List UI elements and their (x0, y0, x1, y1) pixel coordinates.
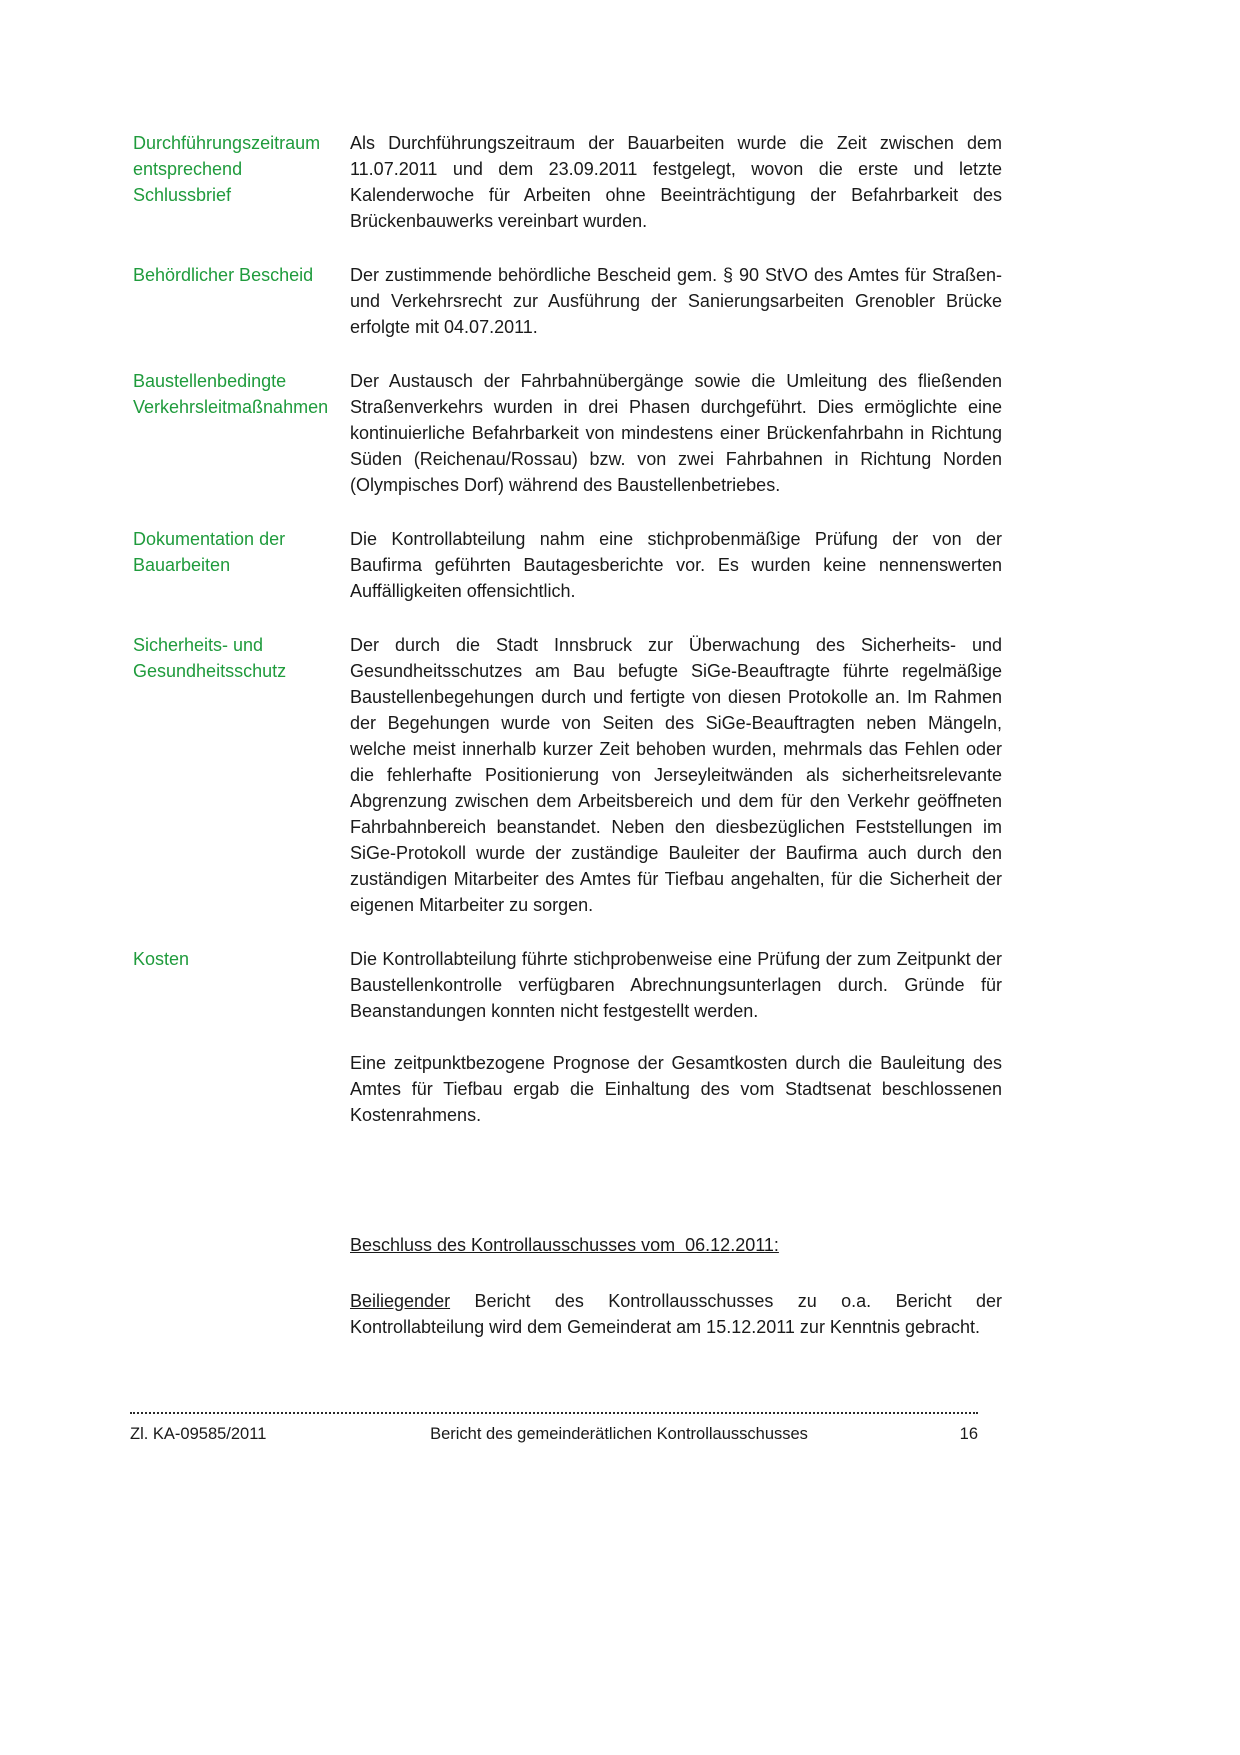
page-footer (130, 1412, 978, 1445)
section-paragraph: Die Kontrollabteilung nahm eine stichprobenmäßige Prüfung der von der Baufirma geführten Bautagesberichte vor. Es wurden keine nennenswerten Auffälligkeiten offensichtlich. (350, 529, 1002, 601)
section-body (350, 526, 1002, 604)
decision-rest: Bericht des Kontrollausschusses zu o.a. Bericht der Kontrollabteilung wird dem Gemeinderat am 15.12.2011 zur Kenntnis gebracht. (350, 1291, 1002, 1337)
section-verkehrsleitmassnahmen (133, 368, 1002, 498)
section-paragraph: Der durch die Stadt Innsbruck zur Überwachung des Sicherheits- und Gesundheitsschutzes am Bau befugte SiGe-Beauftragte führte regelmäßige Baustellenbegehungen durch und fertigte von diesen Protokolle an. Im Rahmen der Begehungen wurde von Seiten des SiGe-Beauftragten neben Mängeln, welche meist innerhalb kurzer Zeit behoben wurden, mehrmals das Fehlen oder die fehlerhafte Positionierung von Jerseyleitwänden als sicherheitsrelevante Abgrenzung zwischen dem Arbeitsbereich und dem für den Verkehr geöffneten Fahrbahnbereich beanstandet. Neben den diesbezüglichen Feststellungen im SiGe-Protokoll wurde der zuständige Bauleiter der Baufirma auch durch den zuständigen Mitarbeiter des Amtes für Tiefbau angehalten, für die Sicherheit der eigenen Mitarbeiter zu sorgen. (350, 635, 1002, 915)
section-body (350, 632, 1002, 918)
section-paragraph: Die Kontrollabteilung führte stichprobenweise eine Prüfung der zum Zeitpunkt der Baustellenkontrolle verfügbaren Abrechnungsunterlagen durch. Gründe für Beanstandungen konnten nicht festgestellt werden. (350, 949, 1002, 1021)
section-label: Dokumentation der Bauarbeiten (133, 529, 286, 575)
footer-row (130, 1423, 978, 1445)
decision-lead: Beiliegender (350, 1291, 451, 1311)
section-paragraph: Der zustimmende behördliche Bescheid gem. § 90 StVO des Amtes für Straßen- und Verkehrsrecht zur Ausführung der Sanierungsarbeiten Grenobler Brücke erfolgte mit 04.07.2011. (350, 265, 1002, 337)
document-reference: Zl. KA-09585/2011 (130, 1425, 267, 1443)
section-sicherheits-gesundheitsschutz (133, 632, 1002, 918)
section-body (350, 368, 1002, 498)
decision-heading: Beschluss des Kontrollausschusses vom 06.12.2011: (350, 1235, 779, 1255)
section-paragraph: Als Durchführungszeitraum der Bauarbeiten wurde die Zeit zwischen dem 11.07.2011 und dem 23.09.2011 festgelegt, wovon die erste und letzte Kalenderwoche für Arbeiten ohne Beeinträchtigung der Befahrbarkeit des Brückenbauwerks vereinbart wurden. (350, 133, 1002, 231)
section-behoerdlicher-bescheid (133, 262, 1002, 340)
section-label: Sicherheits- und Gesundheitsschutz (133, 635, 287, 681)
section-body (350, 130, 1002, 234)
section-paragraph: Der Austausch der Fahrbahnübergänge sowie die Umleitung des fließenden Straßenverkehrs wurden in drei Phasen durchgeführt. Dies ermöglichte eine kontinuierliche Befahrbarkeit von mindestens einer Brückenfahrbahn in Richtung Süden (Reichenau/Rossau) bzw. von zwei Fahrbahnen in Richtung Norden (Olympisches Dorf) während des Baustellenbetriebes. (350, 371, 1002, 495)
decision-paragraph (350, 1288, 1002, 1340)
document-content (133, 130, 1002, 1340)
section-label: Kosten (133, 949, 190, 969)
section-label: Baustellenbedingte Verkehrsleitmaßnahmen (133, 371, 329, 417)
decision-block (350, 1232, 1002, 1340)
section-durchfuehrungszeitraum (133, 130, 1002, 234)
section-body (350, 262, 1002, 340)
page-number: 16 (959, 1425, 978, 1443)
section-paragraph: Eine zeitpunktbezogene Prognose der Gesamtkosten durch die Bauleitung des Amtes für Tiefbau ergab die Einhaltung des vom Stadtsenat beschlossenen Kostenrahmens. (350, 1053, 1002, 1125)
section-label: Behördlicher Bescheid (133, 265, 314, 285)
section-body (350, 946, 1002, 1128)
section-kosten (133, 946, 1002, 1128)
section-label: Durchführungszeitraum entsprechend Schlussbrief (133, 133, 321, 205)
footer-divider (130, 1412, 978, 1414)
footer-title: Bericht des gemeinderätlichen Kontrollausschusses (430, 1425, 808, 1443)
section-dokumentation (133, 526, 1002, 604)
